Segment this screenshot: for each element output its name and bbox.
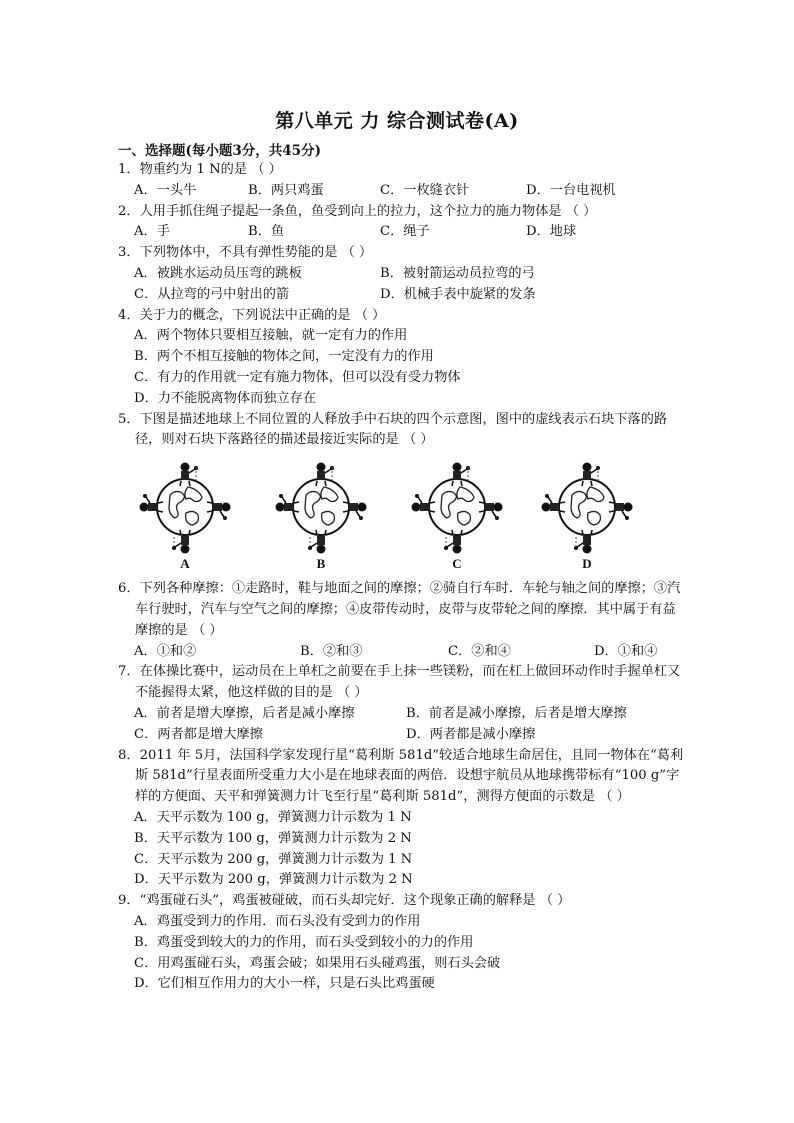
question-6-stem: 6．下列各种摩擦：①走路时，鞋与地面之间的摩擦；②骑自行车时．车轮与轴之间的摩擦；③汽车行驶时，汽车与空气之间的摩擦；④皮带传动时，皮带与皮带轮之间的摩擦．其中属于有益摩擦的是 （ ） (118, 581, 681, 638)
figure-d (532, 457, 642, 575)
option-d: D．力不能脱离物体而独立存在 (134, 390, 317, 406)
figure-label: A (180, 556, 190, 572)
option-c: C．两者都是增大摩擦 (134, 726, 263, 742)
question-6-options (118, 642, 688, 663)
option-c: C．从拉弯的弓中射出的箭 (134, 286, 290, 302)
question-5-stem: 5．下图是描述地球上不同位置的人释放手中石块的四个示意图，图中的虚线表示石块下落的路径，则对石块下落路径的描述最接近实际的是 （ ） (118, 411, 668, 448)
earth-diagram-d (532, 457, 642, 557)
option-c: C．绳子 (380, 224, 430, 240)
option-b: B．②和③ (300, 643, 363, 659)
option-a: A．手 (134, 224, 170, 240)
figure-label: C (452, 556, 462, 572)
question-3-options-row2 (118, 285, 688, 306)
option-b: B．两个不相互接触的物体之间，一定没有力的作用 (134, 349, 434, 365)
question-1-stem: 1．物重约为 1 N的是 （ ） (118, 162, 282, 177)
question-7-stem: 7．在体操比赛中，运动员在上单杠之前要在手上抹一些镁粉，而在杠上做回环动作时手握单杠又不能握得太紧，他这样做的目的是 （ ） (118, 664, 681, 701)
question-8-stem: 8．2011 年 5月，法国科学家发现行星“葛利斯 581d”较适合地球生命居住，且同一物体在“葛利斯 581d”行星表面所受重力大小是在地球表面的两倍．设想宇航员从地球携带标有“100 g”字样的方便面、天平和弹簧测力计飞至行星“葛利斯 581d”，测得方便面的示数是 （ ） (118, 747, 684, 805)
option-a: A．天平示数为 100 g，弹簧测力计示数为 1 N (134, 809, 412, 825)
option-b: B．被射箭运动员拉弯的弓 (380, 265, 535, 281)
option-d: D．天平示数为 200 g，弹簧测力计示数为 2 N (134, 872, 413, 888)
option-c: C．一枚缝衣针 (380, 182, 470, 198)
question-2-options (118, 222, 688, 243)
option-a: A．鸡蛋受到力的作用．而石头没有受到力的作用 (134, 913, 421, 929)
option-c: C．②和④ (448, 643, 511, 659)
option-d: D．机械手表中旋紧的发条 (380, 286, 536, 302)
question-list (118, 160, 688, 995)
option-d: D．它们相互作用力的大小一样，只是石头比鸡蛋硬 (134, 976, 435, 992)
page-title: 第八单元 力 综合测试卷(A) (275, 110, 519, 132)
question-3-stem: 3．下列物体中，不具有弹性势能的是 （ ） (118, 245, 373, 261)
option-c: C．天平示数为 200 g，弹簧测力计示数为 1 N (134, 851, 413, 867)
earth-diagram-a (130, 457, 240, 557)
option-a: A．前者是增大摩擦，后者是减小摩擦 (134, 705, 355, 721)
option-d: D．两者都是减小摩擦 (406, 726, 536, 742)
option-b: B．鸡蛋受到较大的力的作用，而石头受到较小的力的作用 (134, 934, 474, 950)
option-c: C．用鸡蛋碰石头，鸡蛋会破；如果用石头碰鸡蛋，则石头会破 (134, 955, 501, 971)
question-7-options-row2 (118, 725, 688, 746)
figure-a (130, 457, 240, 575)
question-2-stem: 2．人用手抓住绳子提起一条鱼，鱼受到向上的拉力，这个拉力的施力物体是 （ ） (118, 203, 597, 219)
option-a: A．两个物体只要相互接触，就一定有力的作用 (134, 328, 408, 344)
option-c: C．有力的作用就一定有施力物体，但可以没有受力物体 (134, 369, 461, 385)
question-4-stem: 4．关于力的概念，下列说法中正确的是 （ ） (118, 307, 386, 323)
section-heading: 一、选择题(每小题3分，共45分) (118, 143, 321, 159)
question-9-stem: 9．“鸡蛋碰石头”，鸡蛋被碰破，而石头却完好．这个现象正确的解释是 （ ） (118, 893, 571, 909)
figure-b (266, 457, 376, 575)
figure-label: B (316, 556, 326, 572)
question-3-options-row1 (118, 264, 688, 285)
option-a: A．一头牛 (134, 182, 197, 198)
option-a: A．①和② (134, 643, 197, 659)
question-5-figures (118, 457, 688, 575)
question-1-options (118, 181, 688, 202)
question-7-options-row1 (118, 704, 688, 725)
option-a: A．被跳水运动员压弯的跳板 (134, 265, 302, 281)
earth-diagram-b (266, 457, 376, 557)
option-d: D．一台电视机 (526, 182, 616, 198)
option-b: B．天平示数为 100 g，弹簧测力计示数为 2 N (134, 830, 412, 846)
option-b: B．前者是减小摩擦，后者是增大摩擦 (406, 705, 627, 721)
earth-diagram-c (402, 457, 512, 557)
figure-label: D (582, 556, 592, 572)
option-d: D．地球 (526, 224, 577, 240)
option-b: B．两只鸡蛋 (248, 182, 324, 198)
option-b: B．鱼 (248, 224, 285, 240)
figure-c (402, 457, 512, 575)
option-d: D．①和④ (594, 643, 658, 659)
